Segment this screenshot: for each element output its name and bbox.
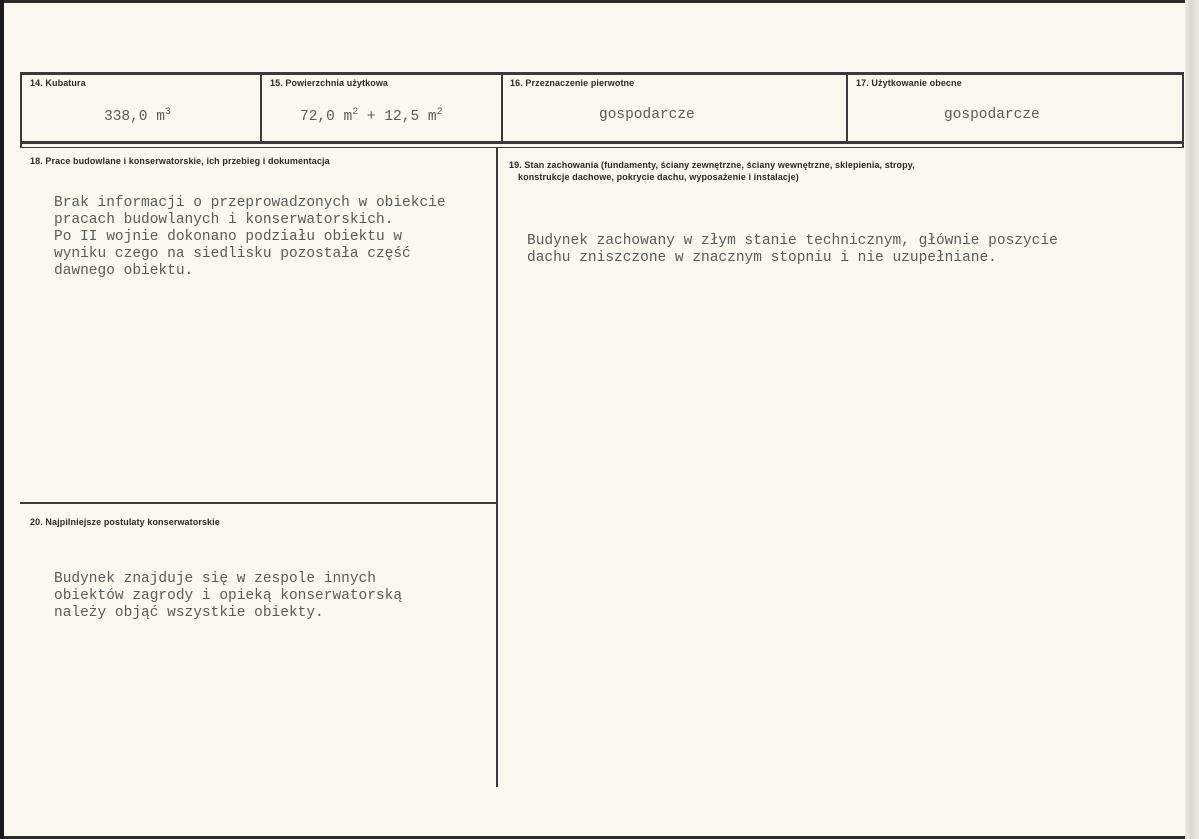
field-18-line: dawnego obiektu. bbox=[54, 263, 194, 279]
divider-14-15 bbox=[260, 72, 262, 144]
top-rule bbox=[20, 72, 1184, 75]
field-17-value: gospodarcze bbox=[944, 107, 1040, 123]
field-15-label: 15. Powierzchnia użytkowa bbox=[270, 78, 389, 88]
row1-bottom-thin-rule bbox=[20, 147, 1184, 148]
card-left-edge bbox=[0, 0, 4, 839]
field-16-value: gospodarcze bbox=[599, 107, 695, 123]
field-14-value: 338,0 $m^3$ bbox=[104, 107, 171, 125]
field-20-label: 20. Najpilniejsze postulaty konserwatorskie bbox=[30, 517, 220, 527]
card-right-edge bbox=[1185, 0, 1199, 839]
main-column-divider bbox=[496, 147, 498, 787]
field-15-value: 72,0 $m^2 + 12,5$ $m^2$ bbox=[300, 107, 443, 125]
field-16-label: 16. Przeznaczenie pierwotne bbox=[510, 78, 635, 88]
field-18-line: Po II wojnie dokonano podziału obiektu w bbox=[54, 229, 403, 245]
field-20-line: należy objąć wszystkie obiekty. bbox=[54, 605, 324, 621]
field-18-line: wyniku czego na siedlisku pozostała część bbox=[54, 246, 411, 262]
field-20-line: Budynek znajduje się w zespole innych bbox=[54, 571, 376, 587]
field-18-label: 18. Prace budowlane i konserwatorskie, ich przebieg i dokumentacja bbox=[30, 156, 330, 166]
field-19-line: Budynek zachowany w złym stanie technicznym, głównie poszycie bbox=[527, 233, 1058, 249]
field-19-label-cont: konstrukcje dachowe, pokrycie dachu, wyposażenie i instalacje) bbox=[518, 172, 799, 182]
field-19-label: 19. Stan zachowania (fundamenty, ściany zewnętrzne, ściany wewnętrzne, sklepienia, stropy, bbox=[509, 160, 915, 170]
field-19-line: dachu zniszczone w znacznym stopniu i nie uzupełniane. bbox=[527, 250, 997, 266]
field-18-line: pracach budowlanych i konserwatorskich. bbox=[54, 212, 394, 228]
section18-bottom-rule bbox=[20, 502, 497, 504]
field-18-line: Brak informacji o przeprowadzonych w obiekcie bbox=[54, 195, 446, 211]
divider-15-16 bbox=[501, 72, 503, 144]
field-17-label: 17. Użytkowanie obecne bbox=[856, 78, 962, 88]
card-top-edge bbox=[0, 0, 1199, 3]
field-20-line: obiektów zagrody i opieką konserwatorską bbox=[54, 588, 403, 604]
row1-bottom-rule bbox=[20, 141, 1184, 144]
row1-right-rule bbox=[1182, 72, 1184, 147]
field-14-label: 14. Kubatura bbox=[30, 78, 86, 88]
divider-16-17 bbox=[846, 72, 848, 144]
row1-left-rule bbox=[20, 72, 22, 147]
